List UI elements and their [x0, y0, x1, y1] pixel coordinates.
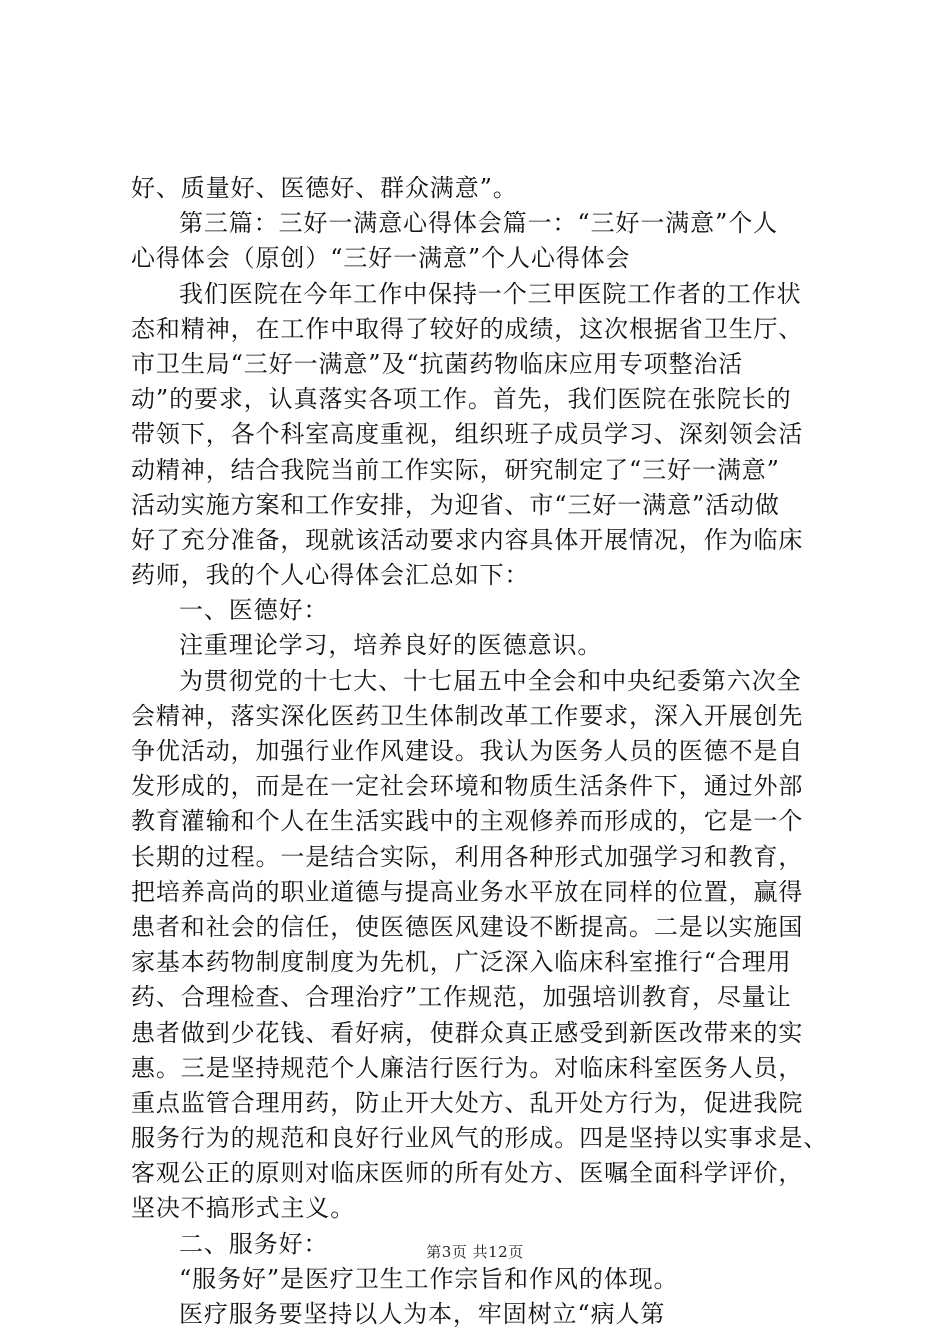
text-line: 活动实施方案和工作安排，为迎省、市“三好一满意”活动做	[131, 490, 780, 519]
text-line: 服务行为的规范和良好行业风气的形成。四是坚持以实事求是、	[131, 1124, 829, 1153]
text-line: 长期的过程。一是结合实际，利用各种形式加强学习和教育，	[131, 842, 804, 871]
text-line: 好、质量好、医德好、群众满意”。	[131, 174, 518, 202]
text-line: 态和精神，在工作中取得了较好的成绩，这次根据省卫生厅、	[131, 314, 804, 343]
text-line: 注重理论学习，培养良好的医德意识。	[179, 631, 603, 660]
text-line: 客观公正的原则对临床医师的所有处方、医嘱全面科学评价，	[131, 1159, 804, 1188]
document-body	[131, 171, 851, 1332]
text-line: 二、服务好：	[179, 1229, 329, 1258]
text-line: 重点监管合理用药，防止开大处方、乱开处方行为，促进我院	[131, 1088, 804, 1117]
text-line: 教育灌输和个人在生活实践中的主观修养而形成的，它是一个	[131, 807, 804, 836]
text-line: 带领下，各个科室高度重视，组织班子成员学习、深刻领会活	[131, 420, 804, 449]
text-line: 好了充分准备，现就该活动要求内容具体开展情况，作为临床	[131, 525, 804, 554]
text-line: 医疗服务要坚持以人为本，牢固树立“病人第	[179, 1300, 666, 1328]
text-line: 我们医院在今年工作中保持一个三甲医院工作者的工作状	[179, 279, 802, 308]
text-line: 争优活动，加强行业作风建设。我认为医务人员的医德不是自	[131, 737, 804, 765]
text-line: 动精神，结合我院当前工作实际，研究制定了“三好一满意”	[131, 455, 780, 484]
text-line: 心得体会（原创）“三好一满意”个人心得体会	[131, 244, 631, 273]
text-line: 第三篇：三好一满意心得体会篇一：“三好一满意”个人	[179, 209, 779, 238]
page-footer: 第3页 共12页	[426, 1243, 524, 1261]
text-line: 药师，我的个人心得体会汇总如下：	[131, 561, 530, 590]
text-line: 家基本药物制度制度为先机，广泛深入临床科室推行“合理用	[131, 948, 792, 977]
text-line: 把培养高尚的职业道德与提高业务水平放在同样的位置，赢得	[131, 877, 804, 906]
text-line: 发形成的，而是在一定社会环境和物质生活条件下，通过外部	[131, 772, 804, 801]
text-line: 会精神，落实深化医药卫生体制改革工作要求，深入开展创先	[131, 701, 804, 730]
text-line: 为贯彻党的十七大、十七届五中全会和中央纪委第六次全	[179, 666, 802, 695]
text-line: 动”的要求，认真落实各项工作。首先，我们医院在张院长的	[131, 385, 792, 414]
text-line: 惠。三是坚持规范个人廉洁行医行为。对临床科室医务人员，	[131, 1053, 804, 1082]
text-line: 药、合理检查、合理治疗”工作规范，加强培训教育，尽量让	[131, 983, 792, 1012]
text-line: 患者做到少花钱、看好病，使群众真正感受到新医改带来的实	[131, 1018, 804, 1047]
text-line: 患者和社会的信任，使医德医风建设不断提高。二是以实施国	[131, 912, 804, 941]
text-line: 坚决不搞形式主义。	[131, 1194, 356, 1223]
text-line: 市卫生局“三好一满意”及“抗菌药物临床应用专项整治活	[131, 349, 744, 378]
text-line: “服务好”是医疗卫生工作宗旨和作风的体现。	[179, 1264, 679, 1293]
text-line: 一、医德好：	[179, 596, 329, 625]
